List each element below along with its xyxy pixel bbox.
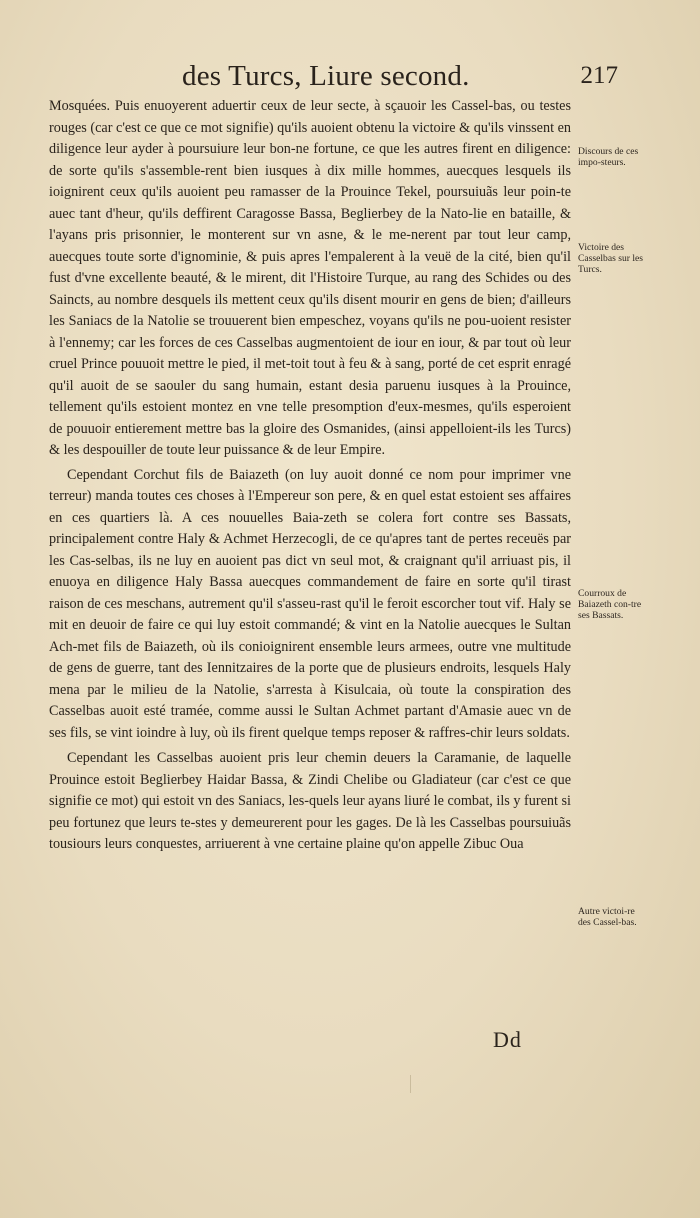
running-title: des Turcs, Liure second. [182, 60, 470, 92]
paragraph-3: Cependant les Casselbas auoient pris leur chemin deuers la Caramanie, de laquelle Prouince estoit Beglierbey Haidar Bassa, & Zindi Chelibe ou Gladiateur (car c'est ce que signifie ce mot) qui estoit vn des Saniacs, les-quels leur ayans liuré le combat, ils y furent si peu fortunez que leurs te-stes y demeurerent pour les gages. De là les Casselbas poursuiuãs tousiours leurs conquestes, arriuerent à vne certaine plaine qu'on appelle Zibuc Oua [49, 750, 571, 852]
margin-note-impostors: Discours de ces impo-steurs. [578, 146, 639, 168]
margin-note-wrath: Courroux de Baiazeth con-tre ses Bassats. [578, 588, 642, 621]
page-mark [410, 1075, 411, 1093]
margin-note-other-victory: Autre victoi-re des Cassel-bas. [578, 906, 637, 928]
page-number: 217 [580, 62, 618, 89]
margin-note-victory: Victoire des Casselbas sur les Turcs. [578, 242, 644, 275]
catchword: Dd [493, 1027, 522, 1052]
page-header [50, 60, 618, 96]
main-text [49, 96, 571, 856]
paragraph-1: Mosquées. Puis enuoyerent aduertir ceux de leur secte, à sçauoir les Cassel-bas, ou testes rouges (car c'est ce que ce mot signifie) qu'ils auoient obtenu la victoire & qu'ils vinssent en diligence leur ayder à poursuiure leur bon-ne fortune, ce que les autres firent en diligence: de sorte qu'ils s'assemble-rent bien iusques à dix mille hommes, auecques lesquels ils ioignirent ceux qu'ils auoient peu ramasser de la Prouince Tekel, poursuiuãs leur poin-te auec tant d'heur, qu'ils deffirent Caragosse Bassa, Beglierbey de la Nato-lie en bataille, & l'ayans pris prisonnier, le monterent sur vn asne, & le me-nerent par tout leur camp, auecques toute sorte d'ignominie, & puis apres l'empalerent à la veuë de la cité, bien qu'il fust d'vne excellente beauté, & le mirent, dit l'Histoire Turque, au rang des Schides ou des Saincts, au nombre desquels ils mettent ceux qu'ils disent mourir en gens de bien; d'ailleurs les Saniacs de la Natolie se trouuerent bien empeschez, voyans qu'ils ne pou-uoient resister à l'ennemy; car les forces de ces Casselbas augmentoient de iour en iour, & par tout où leur cruel Prince pouuoit mettre le pied, il met-toit tout à feu & à sang, porté de cet esprit enragé qu'il auoit de se saouler du sang humain, estant desia paruenu iusques à la Prouince, tellement qu'ils estoient montez en vne telle presomption d'eux-mesmes, qu'ils esperoient de pouuoir entierement mettre bas la gloire des Osmanides, (ainsi appelloient-ils les Turcs) & les despouiller de toute leur puissance & de leur Empire. [49, 98, 571, 458]
paragraph-2: Cependant Corchut fils de Baiazeth (on luy auoit donné ce nom pour imprimer vne terreur) manda toutes ces choses à l'Empereur son pere, & en quel estat estoient ses affaires en ces quartiers là. A ces nouuelles Baia-zeth se colera fort contre ses Bassats, principalement contre Haly & Achmet Herzecogli, de ce qu'apres tant de pertes receuës par les Cas-selbas, ils ne luy en auoient pas dict vn seul mot, & craignant qu'il arriuast pis, il enuoya en diligence Haly Bassa auecques commandement de faire en sorte qu'il tirast raison de ces meschans, autrement qu'il s'asseu-rast qu'il le feroit escorcher tout vif. Haly se mit en deuoir de faire ce qui luy estoit commandé; & vint en la Natolie auecques le Sultan Ach-met fils de Baiazeth, où ils conioignirent ensemble leurs armees, outre vne multitude de gens de guerre, tant des Iennitzaires de la porte que de plusieurs endroits, lesquels Haly mena par le milieu de la Natolie, s'arresta à Kisulcaia, où toute la conspiration des Casselbas auoit esté tramée, comme aussi le Sultan Achmet partant d'Amasie auec vn de ses fils, se vint ioindre à luy, où ils firent quelque temps reposer & raffres-chir leurs soldats. [49, 466, 571, 741]
